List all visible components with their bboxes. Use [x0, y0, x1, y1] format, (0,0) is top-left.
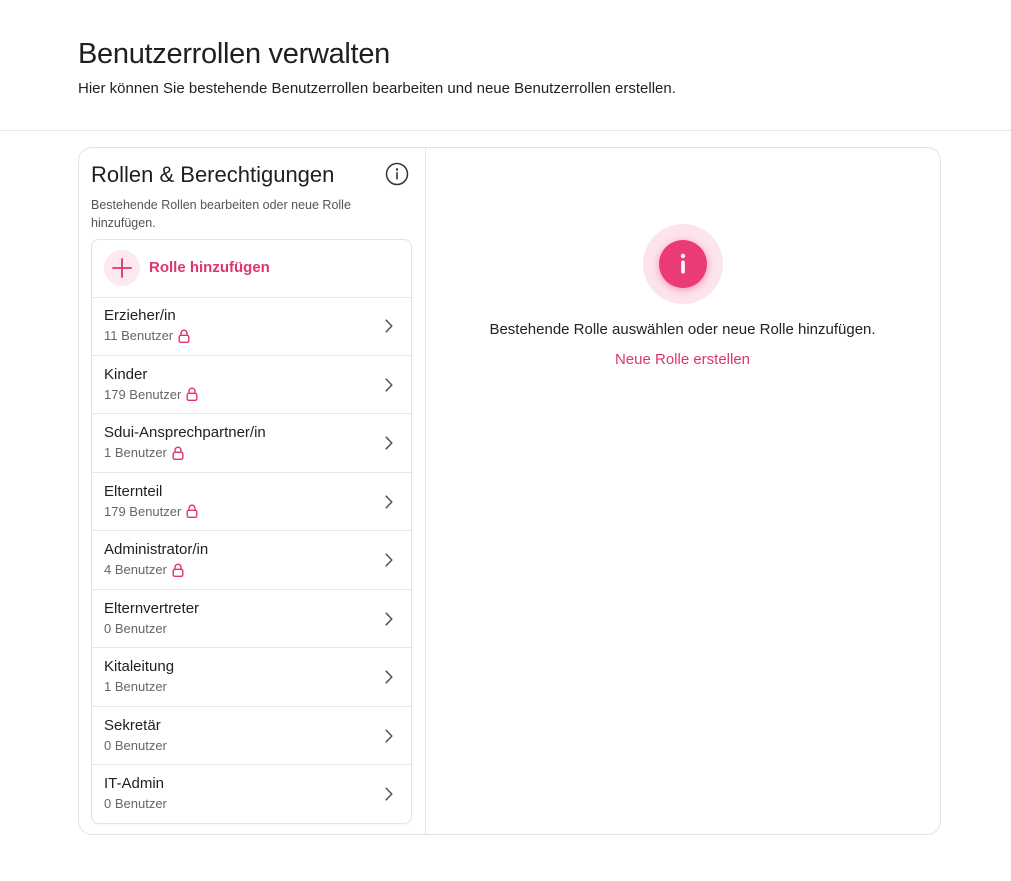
- role-user-count: [104, 328, 190, 343]
- role-count-text: 11 Benutzer: [104, 328, 174, 343]
- chevron-right-icon: [385, 436, 393, 450]
- chevron-right-icon: [385, 612, 393, 626]
- role-count-text: 0 Benutzer: [104, 737, 167, 753]
- empty-state-text: Bestehende Rolle auswählen oder neue Rolle hinzufügen.: [489, 321, 876, 338]
- role-user-count: [104, 387, 198, 402]
- roles-panel: [78, 147, 941, 835]
- role-user-count: [104, 679, 167, 694]
- role-row[interactable]: [92, 765, 411, 824]
- chevron-right-icon: [385, 729, 393, 743]
- role-name: Administrator/in: [104, 541, 209, 558]
- page-title: Benutzerrollen verwalten: [78, 38, 390, 70]
- role-user-count: [104, 796, 167, 811]
- role-name: Elternteil: [104, 482, 163, 500]
- role-user-count: [104, 504, 198, 519]
- role-count-text: 0 Benutzer: [104, 796, 167, 811]
- roles-title: Rollen & Berechtigungen: [91, 162, 335, 187]
- roles-sidebar: [79, 148, 426, 834]
- roles-description: Bestehende Rollen bearbeiten oder neue Rolle hinzufügen.: [91, 198, 351, 230]
- role-row[interactable]: [92, 648, 411, 707]
- role-detail: [425, 148, 940, 834]
- roles-list: [91, 239, 412, 824]
- role-name: IT-Admin: [104, 775, 165, 792]
- role-name: Erzieher/in: [104, 307, 176, 324]
- role-user-count: [104, 738, 167, 753]
- lock-icon: [186, 387, 198, 401]
- role-row[interactable]: [92, 356, 411, 415]
- add-role-button[interactable]: [92, 240, 411, 298]
- role-row[interactable]: [92, 414, 411, 473]
- lock-icon: [172, 446, 184, 460]
- role-count-text: 0 Benutzer: [104, 620, 167, 636]
- role-row[interactable]: [92, 707, 411, 766]
- role-name: Kinder: [104, 365, 148, 383]
- role-name: Sekretär: [104, 716, 161, 734]
- role-count-text: 4 Benutzer: [104, 562, 167, 577]
- chevron-right-icon: [385, 378, 393, 392]
- role-user-count: [104, 562, 184, 577]
- chevron-right-icon: [385, 553, 393, 567]
- info-badge-icon: [643, 224, 723, 304]
- plus-icon: [104, 250, 140, 286]
- role-count-text: 179 Benutzer: [104, 503, 182, 519]
- page-header: [0, 0, 1011, 131]
- role-row[interactable]: [92, 297, 411, 356]
- chevron-right-icon: [385, 495, 393, 509]
- chevron-right-icon: [385, 670, 393, 684]
- lock-icon: [178, 329, 190, 343]
- role-row[interactable]: [92, 473, 411, 532]
- role-name: Sdui-Ansprechpartner/in: [104, 424, 266, 441]
- role-name: Elternvertreter: [104, 599, 200, 617]
- role-user-count: [104, 445, 184, 460]
- role-name: Kitaleitung: [104, 658, 175, 675]
- lock-icon: [172, 563, 184, 577]
- chevron-right-icon: [385, 787, 393, 801]
- lock-icon: [186, 504, 198, 518]
- create-role-link[interactable]: Neue Rolle erstellen: [614, 351, 751, 368]
- role-count-text: 1 Benutzer: [104, 445, 167, 460]
- role-row[interactable]: [92, 590, 411, 649]
- page-subtitle: Hier können Sie bestehende Benutzerrollen bearbeiten und neue Benutzerrollen erstellen.: [78, 80, 676, 97]
- role-row[interactable]: [92, 531, 411, 590]
- role-user-count: [104, 621, 167, 636]
- info-icon[interactable]: [385, 162, 409, 186]
- role-count-text: 1 Benutzer: [104, 679, 167, 694]
- role-count-text: 179 Benutzer: [104, 386, 182, 402]
- add-role-label: Rolle hinzufügen: [149, 259, 270, 276]
- chevron-right-icon: [385, 319, 393, 333]
